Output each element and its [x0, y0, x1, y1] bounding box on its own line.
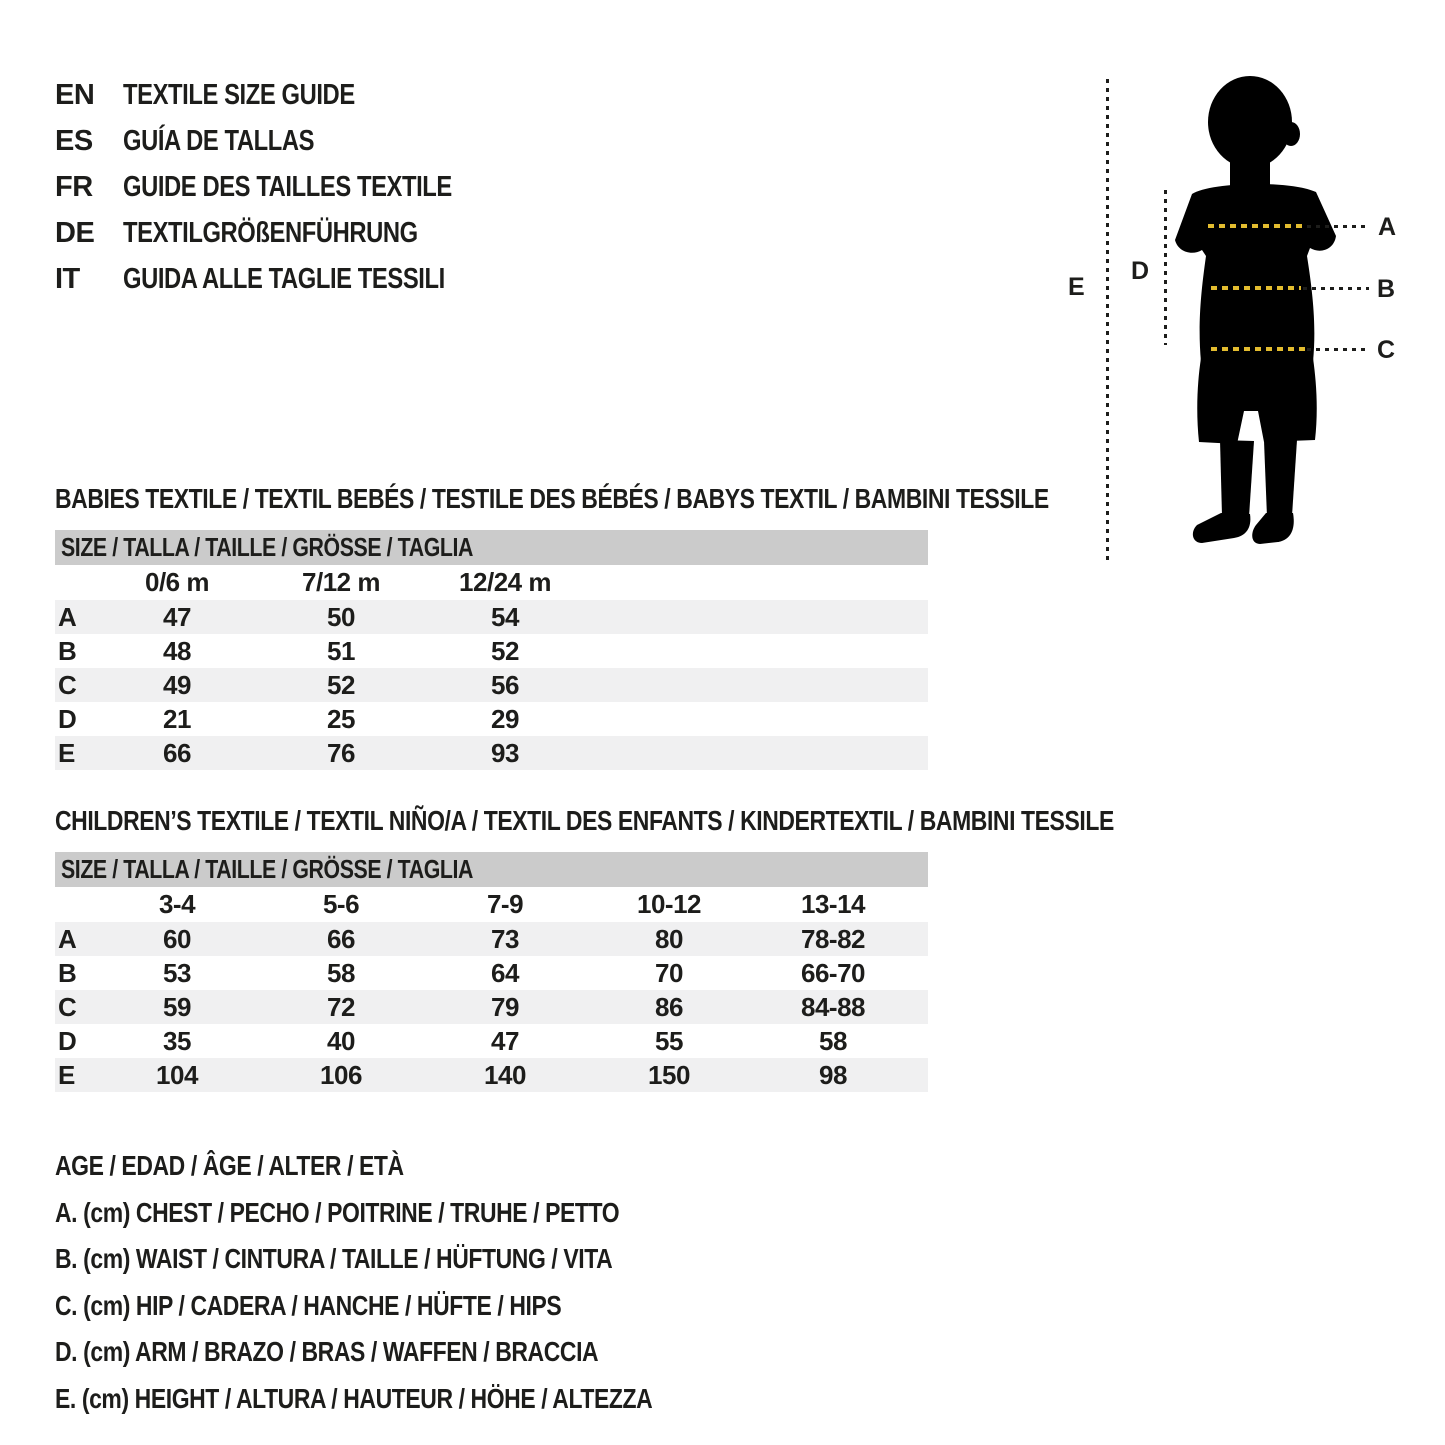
- children-size-table: [55, 852, 928, 1092]
- cell: 50: [327, 601, 355, 632]
- column-header: 7-9: [486, 889, 524, 919]
- chest-measure-dots-a: [1307, 225, 1369, 228]
- cell: 84-88: [801, 991, 865, 1022]
- row-label: B: [58, 635, 77, 666]
- row-label: D: [58, 703, 77, 734]
- cell: 47: [491, 1025, 519, 1056]
- babies-column-header-row: [55, 565, 928, 600]
- table-row: [55, 956, 928, 990]
- cell: 35: [163, 1025, 191, 1056]
- column-header: 5-6: [322, 889, 360, 919]
- legend-line-hip: [55, 1283, 783, 1330]
- cell: 80: [655, 923, 683, 954]
- waist-measure-line-b: [1211, 286, 1301, 290]
- babies-size-bar: [55, 530, 928, 565]
- cell: 140: [484, 1059, 526, 1090]
- cell: 53: [163, 957, 191, 988]
- row-label: D: [58, 1025, 77, 1056]
- children-column-header-row: [55, 887, 928, 922]
- table-row: [55, 702, 928, 736]
- cell: 64: [491, 957, 519, 988]
- table-row: [55, 634, 928, 668]
- language-code: EN: [55, 78, 95, 111]
- row-label: B: [58, 957, 77, 988]
- cell: 70: [655, 957, 683, 988]
- cell: 73: [491, 923, 519, 954]
- table-row: [55, 668, 928, 702]
- column-header: 10-12: [637, 889, 701, 919]
- cell: 58: [819, 1025, 847, 1056]
- language-code: ES: [55, 124, 93, 157]
- language-row: [55, 164, 524, 210]
- column-header: 3-4: [158, 889, 196, 919]
- row-label: A: [58, 923, 77, 954]
- cell: 52: [327, 669, 355, 700]
- column-header: 12/24 m: [459, 567, 551, 597]
- cell: 66: [163, 737, 191, 768]
- language-row: [55, 118, 524, 164]
- legend-text: D. (cm) ARM / BRAZO / BRAS / WAFFEN / BRACCIA: [55, 1336, 599, 1368]
- row-label: C: [58, 991, 77, 1022]
- cell: 72: [327, 991, 355, 1022]
- table-row: [55, 736, 928, 770]
- cell: 106: [320, 1059, 362, 1090]
- row-label: E: [58, 737, 75, 768]
- babies-section-heading-text: BABIES TEXTILE / TEXTIL BEBÉS / TESTILE DES BÉBÉS / BABYS TEXTIL / BAMBINI TESSILE: [55, 483, 1049, 514]
- cell: 66-70: [801, 957, 865, 988]
- cell: 25: [327, 703, 355, 734]
- language-code: FR: [55, 170, 93, 203]
- babies-size-table: [55, 530, 928, 770]
- cell: 79: [491, 991, 519, 1022]
- legend-text: A. (cm) CHEST / PECHO / POITRINE / TRUHE / PETTO: [55, 1196, 620, 1228]
- waist-measure-dots-b: [1303, 287, 1369, 290]
- legend-text: E. (cm) HEIGHT / ALTURA / HAUTEUR / HÖHE / ALTEZZA: [55, 1382, 653, 1414]
- language-title: TEXTILGRÖßENFÜHRUNG: [123, 216, 418, 249]
- children-size-bar-text: SIZE / TALLA / TAILLE / GRÖSSE / TAGLIA: [61, 854, 473, 884]
- measure-label-e: E: [1068, 273, 1085, 301]
- cell: 66: [327, 923, 355, 954]
- language-title: GUÍA DE TALLAS: [123, 124, 315, 157]
- measure-label-a: A: [1378, 213, 1396, 241]
- table-row: [55, 922, 928, 956]
- cell: 56: [491, 669, 519, 700]
- cell: 76: [327, 737, 355, 768]
- language-title: TEXTILE SIZE GUIDE: [123, 78, 355, 111]
- table-row: [55, 1058, 928, 1092]
- row-label: A: [58, 601, 77, 632]
- language-code: DE: [55, 216, 95, 249]
- measurement-legend: [55, 1143, 783, 1422]
- cell: 48: [163, 635, 191, 666]
- chest-measure-line-a: [1208, 224, 1305, 228]
- cell: 86: [655, 991, 683, 1022]
- legend-text: AGE / EDAD / ÂGE / ALTER / ETÀ: [55, 1150, 404, 1182]
- cell: 47: [163, 601, 191, 632]
- language-title: GUIDA ALLE TAGLIE TESSILI: [123, 262, 445, 295]
- column-header: 0/6 m: [145, 567, 209, 597]
- measure-label-c: C: [1377, 336, 1395, 364]
- language-title: GUIDE DES TAILLES TEXTILE: [123, 170, 452, 203]
- table-row: [55, 600, 928, 634]
- cell: 55: [655, 1025, 683, 1056]
- cell: 98: [819, 1059, 847, 1090]
- children-size-bar: [55, 852, 928, 887]
- children-section-heading: [55, 805, 1346, 837]
- legend-line-height: [55, 1376, 783, 1423]
- cell: 58: [327, 957, 355, 988]
- cell: 59: [163, 991, 191, 1022]
- column-header: 13-14: [801, 889, 865, 919]
- cell: 51: [327, 635, 355, 666]
- table-row: [55, 1024, 928, 1058]
- language-row: [55, 210, 524, 256]
- arm-measure-line-d: [1164, 190, 1167, 345]
- cell: 54: [491, 601, 519, 632]
- hip-measure-dots-c: [1307, 348, 1369, 351]
- cell: 60: [163, 923, 191, 954]
- babies-size-bar-text: SIZE / TALLA / TAILLE / GRÖSSE / TAGLIA: [61, 532, 473, 562]
- table-row: [55, 990, 928, 1024]
- cell: 29: [491, 703, 519, 734]
- hip-measure-line-c: [1211, 347, 1305, 351]
- legend-text: B. (cm) WAIST / CINTURA / TAILLE / HÜFTUNG / VITA: [55, 1243, 613, 1275]
- cell: 40: [327, 1025, 355, 1056]
- language-list: [55, 72, 524, 302]
- babies-section-heading: [55, 483, 1267, 515]
- row-label: C: [58, 669, 77, 700]
- legend-text: C. (cm) HIP / CADERA / HANCHE / HÜFTE / HIPS: [55, 1289, 562, 1321]
- cell: 104: [156, 1059, 198, 1090]
- children-section-heading-text: CHILDREN’S TEXTILE / TEXTIL NIÑO/A / TEXTIL DES ENFANTS / KINDERTEXTIL / BAMBINI TESSILE: [55, 805, 1114, 836]
- language-code: IT: [55, 262, 80, 295]
- cell: 49: [163, 669, 191, 700]
- legend-line-arm: [55, 1329, 783, 1376]
- measure-label-d: D: [1131, 257, 1149, 285]
- cell: 93: [491, 737, 519, 768]
- legend-line-chest: [55, 1190, 783, 1237]
- measure-label-b: B: [1377, 275, 1395, 303]
- language-row: [55, 256, 524, 302]
- cell: 21: [163, 703, 191, 734]
- row-label: E: [58, 1059, 75, 1090]
- language-row: [55, 72, 524, 118]
- legend-line-waist: [55, 1236, 783, 1283]
- cell: 78-82: [801, 923, 865, 954]
- column-header: 7/12 m: [302, 567, 380, 597]
- legend-line-age: [55, 1143, 783, 1190]
- cell: 52: [491, 635, 519, 666]
- cell: 150: [648, 1059, 690, 1090]
